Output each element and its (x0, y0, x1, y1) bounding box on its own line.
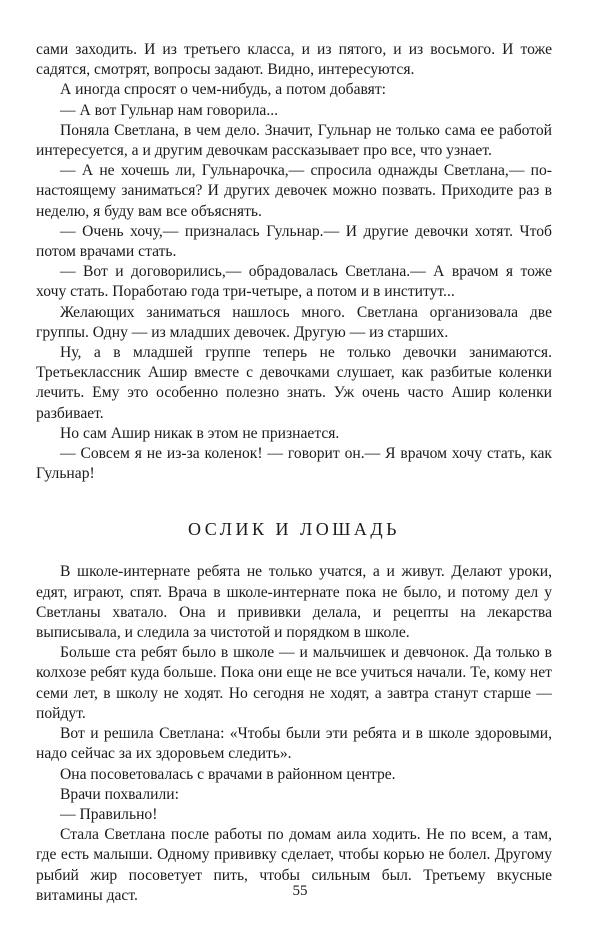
paragraph: Больше ста ребят было в школе — и мальчишек и девчонок. Да только в колхозе ребят куда больше. Пока они еще не все учиться начали. Те, кому нет семи лет, в школу не ходят. Но сегодня не ходят, а завтра станут старше — пойдут. (36, 644, 552, 722)
dialogue-line: — Правильно! (60, 805, 158, 823)
dialogue-line: — Вот и договорились,— обрадовалась Светлана.— А врачом я тоже хочу стать. Поработаю года три-четыре, а потом и в институт... (36, 263, 552, 301)
paragraph: Поняла Светлана, в чем дело. Значит, Гульнар не только сама ее работой интересуется, а и другим девочкам рассказывает про все, что узнает. (36, 121, 552, 160)
paragraph: Стала Светлана после работы по домам аила ходить. Не по всем, а там, где есть малыши. Одному прививку сделает, чтобы корью не болел. Другому рыбий жир посоветует пить, чтобы сильным был. Третьему вкусные витамины даст. (36, 826, 552, 904)
dialogue-line: — Совсем я не из-за коленок! — говорит он.— Я врачом хочу стать, как Гульнар! (36, 445, 552, 483)
paragraph: А иногда спросят о чем-нибудь, а потом добавят: (60, 81, 386, 99)
paragraph: сами заходить. И из третьего класса, и из пятого, и из восьмого. И тоже садятся, смотрят, вопросы задают. Видно, интересуются. (36, 41, 552, 79)
chapter-title: ОСЛИК И ЛОШАДЬ (188, 519, 400, 540)
chapter-text (36, 562, 552, 905)
dialogue-line: — А не хочешь ли, Гульнарочка,— спросила однажды Светлана,— по-настоящему заниматься? И других девочек можно позвать. Приходите раз в неделю, я буду вам все объяснять. (36, 162, 552, 220)
paragraph: В школе-интернате ребята не только учатся, а и живут. Делают уроки, едят, играют, спят. Врача в школе-интернате пока не было, и потому дел у Светланы хватало. Она и прививки делала, и рецепты на лекарства выписывала, и следила за чистотой и порядком в школе. (36, 563, 552, 642)
paragraph: Но сам Ашир никак в этом не признается. (60, 424, 340, 442)
page-number: 55 (292, 883, 308, 899)
dialogue-line: — Очень хочу,— призналась Гульнар.— И другие девочки хотят. Чтоб потом врачами стать. (36, 222, 552, 261)
paragraph: Врачи похвалили: (60, 785, 179, 803)
paragraph: Ну, а в младшей группе теперь не только девочки занимаются. Третьеклассник Ашир вместе с девочками слушает, как разбитые коленки лечить. Ему это особенно полезно знать. Уж очень часто Ашир коленки разбивает. (36, 344, 552, 422)
paragraph: Вот и решила Светлана: «Чтобы были эти ребята и в школе здоровыми, надо сейчас за их здоровьем следить». (36, 725, 552, 763)
paragraph: Желающих заниматься нашлось много. Светлана организовала две группы. Одну — из младших девочек. Другую — из старших. (36, 303, 552, 341)
paragraph: Она посоветовалась с врачами в районном центре. (60, 765, 396, 783)
dialogue-line: — А вот Гульнар нам говорила... (60, 101, 279, 119)
section-continued-text (36, 40, 552, 484)
